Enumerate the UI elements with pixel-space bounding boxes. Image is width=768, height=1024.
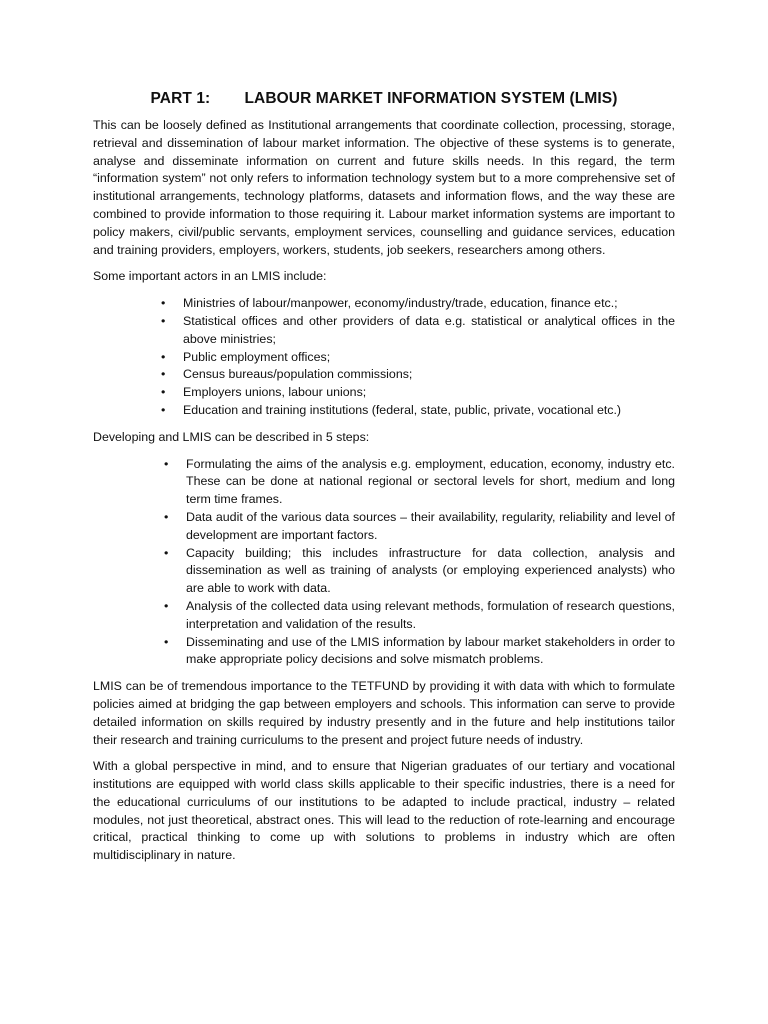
section-heading: [93, 90, 675, 108]
steps-intro: Developing and LMIS can be described in 5 steps:: [93, 429, 370, 444]
list-item: • Education and training institutions (federal, state, public, private, vocational etc.): [161, 402, 675, 420]
list-item: • Data audit of the various data sources – their availability, regularity, reliability and level of development are important factors.: [164, 509, 675, 542]
list-item: • Formulating the aims of the analysis e.g. employment, education, economy, industry etc. These can be done at national regional or sectoral levels for short, medium and long term time frames.: [164, 456, 675, 507]
list-item: • Capacity building; this includes infrastructure for data collection, analysis and dissemination as well as training of analysts (or employing experienced analysts) who are able to work with data.: [164, 545, 675, 596]
bullet-icon: •: [161, 402, 166, 417]
list-item: • Disseminating and use of the LMIS information by labour market stakeholders in order to make appropriate policy decisions and solve mismatch problems.: [164, 634, 675, 667]
intro-paragraph: This can be loosely defined as Institutional arrangements that coordinate collection, processing, storage, retrieval and dissemination of labour market information. The objective of these systems is to generate, analyse and disseminate information on current and future skills needs. In this regard, the term “information system” not only refers to information technology system but to a more comprehensive set of institutional arrangements, technology platforms, datasets and information flows, and the way these are combined to provide information to those requiring it. Labour market information systems are important to policy makers, civil/public servants, employment services, counselling and guidance services, education and training providers, employers, workers, students, job seekers, researchers among others.: [93, 118, 675, 257]
bullet-icon: •: [164, 509, 169, 524]
list-item: • Analysis of the collected data using relevant methods, formulation of research questions, interpretation and validation of the results.: [164, 598, 675, 631]
heading-part-number: PART 1:: [150, 90, 211, 107]
bullet-icon: •: [164, 456, 169, 471]
bullet-icon: •: [164, 634, 169, 649]
actors-list: [93, 295, 675, 420]
list-item: • Ministries of labour/manpower, economy/industry/trade, education, finance etc.;: [161, 295, 675, 313]
list-item: • Statistical offices and other providers of data e.g. statistical or analytical offices in the above ministries;: [161, 313, 675, 346]
bullet-icon: •: [164, 598, 169, 613]
bullet-icon: •: [161, 296, 166, 311]
bullet-icon: •: [161, 349, 166, 364]
bullet-icon: •: [161, 313, 166, 328]
list-item: • Public employment offices;: [161, 349, 675, 367]
list-item: • Employers unions, labour unions;: [161, 384, 675, 402]
bullet-icon: •: [161, 385, 166, 400]
heading-title: LABOUR MARKET INFORMATION SYSTEM (LMIS): [244, 90, 618, 107]
bullet-icon: •: [161, 367, 166, 382]
bullet-icon: •: [164, 545, 169, 560]
global-paragraph: With a global perspective in mind, and to ensure that Nigerian graduates of our tertiary and vocational institutions are equipped with world class skills applicable to their specific industries, there is a need for the educational curriculums of our institutions to be adapted to include practical, industry – related modules, not just theoretical, abstract ones. This will lead to the reduction of rote-learning and encourage critical, practical thinking to come up with solutions to problems in industry which are often multidisciplinary in nature.: [93, 759, 675, 863]
actors-intro: Some important actors in an LMIS include:: [93, 269, 327, 284]
steps-list: [93, 456, 675, 670]
list-item: • Census bureaus/population commissions;: [161, 366, 675, 384]
tetfund-paragraph: LMIS can be of tremendous importance to the TETFUND by providing it with data with which to formulate policies aimed at bridging the gap between employers and schools. This information can serve to provide detailed information on skills required by industry presently and in the future and help institutions tailor their research and training curriculums to the present and project future needs of industry.: [93, 679, 675, 747]
